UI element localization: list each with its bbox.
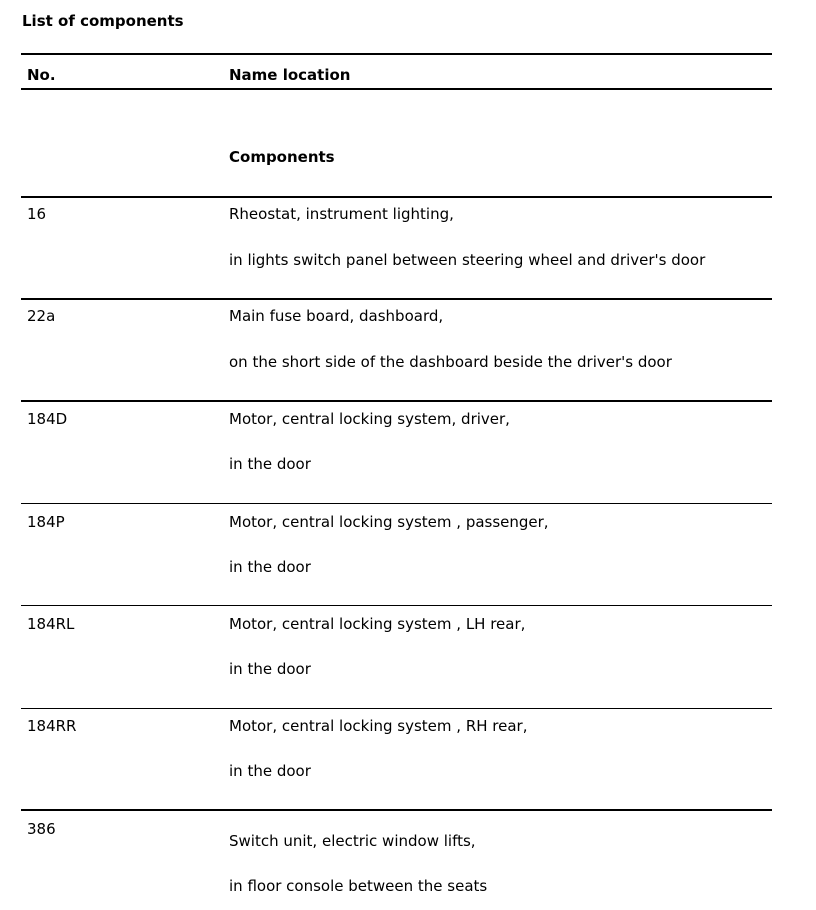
component-number: 184RL [27,615,75,633]
component-number: 184P [27,513,65,531]
table-top-rule [21,53,772,55]
row-divider [21,809,772,811]
component-number: 184RR [27,717,77,735]
component-name: Rheostat, instrument lighting, [229,205,454,223]
component-name: Motor, central locking system, driver, [229,410,510,428]
component-location: in the door [229,660,311,678]
row-divider [21,196,772,198]
component-name: Motor, central locking system , LH rear, [229,615,526,633]
column-header-name-location: Name location [229,66,351,84]
component-number: 386 [27,820,56,838]
row-divider [21,503,772,504]
component-name: Motor, central locking system , RH rear, [229,717,528,735]
component-number: 184D [27,410,68,428]
component-location: in the door [229,558,311,576]
component-name: Main fuse board, dashboard, [229,307,444,325]
row-divider [21,400,772,402]
component-name: Switch unit, electric window lifts, [229,832,476,850]
component-number: 16 [27,205,47,223]
header-bottom-rule [21,88,772,90]
column-header-no: No. [27,66,56,84]
component-location: in the door [229,455,311,473]
component-location: in the door [229,762,311,780]
component-location: in lights switch panel between steering wheel and driver's door [229,251,706,269]
component-name: Motor, central locking system , passenger, [229,513,549,531]
component-location: in floor console between the seats [229,877,488,895]
section-heading: Components [229,148,335,166]
row-divider [21,708,772,709]
page-title: List of components [22,12,184,30]
component-location: on the short side of the dashboard beside the driver's door [229,353,672,371]
row-divider [21,298,772,300]
row-divider [21,605,772,606]
component-number: 22a [27,307,56,325]
